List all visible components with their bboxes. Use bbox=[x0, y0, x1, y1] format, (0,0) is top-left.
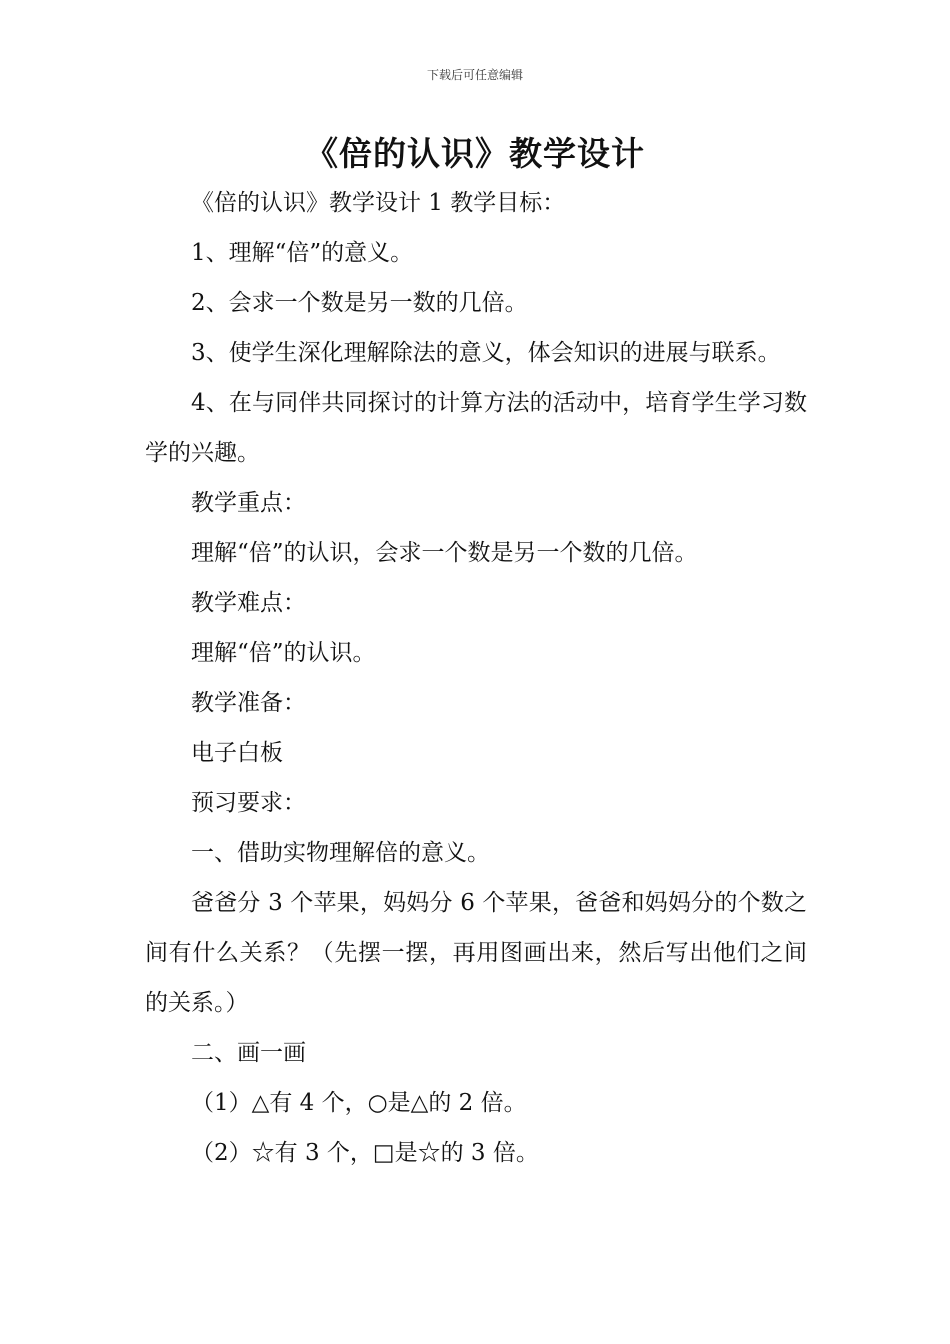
paragraph-objective-2: 2、会求一个数是另一数的几倍。 bbox=[191, 290, 528, 316]
paragraph-preparation-heading: 教学准备： bbox=[191, 690, 306, 716]
document-body bbox=[145, 178, 807, 1178]
document-title: 《倍的认识》教学设计 bbox=[305, 134, 645, 173]
paragraph-preview-heading: 预习要求： bbox=[191, 790, 306, 816]
paragraph-objectives-heading: 《倍的认识》教学设计 1 教学目标： bbox=[191, 190, 566, 216]
paragraph-section-1-heading: 一、借助实物理解倍的意义。 bbox=[191, 840, 490, 866]
paragraph-difficulty: 理解“倍”的认识。 bbox=[191, 640, 376, 666]
paragraph-draw-task-2: （2）☆有 3 个，□是☆的 3 倍。 bbox=[191, 1140, 539, 1166]
paragraph-objective-1: 1、理解“倍”的意义。 bbox=[191, 240, 414, 266]
paragraph-key-points-heading: 教学重点： bbox=[191, 490, 306, 516]
paragraph-preparation: 电子白板 bbox=[191, 740, 283, 766]
page-header: 下载后可任意编辑 bbox=[426, 68, 523, 82]
paragraph-section-1-task: 爸爸分 3 个苹果，妈妈分 6 个苹果，爸爸和妈妈分的个数之间有什么关系？（先摆一摆，再用图画出来，然后写出他们之间的关系。） bbox=[145, 890, 807, 1016]
paragraph-draw-task-1: （1）△有 4 个，○是△的 2 倍。 bbox=[191, 1090, 527, 1116]
paragraph-objective-3: 3、使学生深化理解除法的意义，体会知识的进展与联系。 bbox=[191, 340, 781, 366]
paragraph-objective-4: 4、在与同伴共同探讨的计算方法的活动中，培育学生学习数学的兴趣。 bbox=[145, 390, 807, 466]
paragraph-section-2-heading: 二、画一画 bbox=[191, 1040, 306, 1066]
paragraph-key-points: 理解“倍”的认识，会求一个数是另一个数的几倍。 bbox=[191, 540, 698, 566]
paragraph-difficulty-heading: 教学难点： bbox=[191, 590, 306, 616]
